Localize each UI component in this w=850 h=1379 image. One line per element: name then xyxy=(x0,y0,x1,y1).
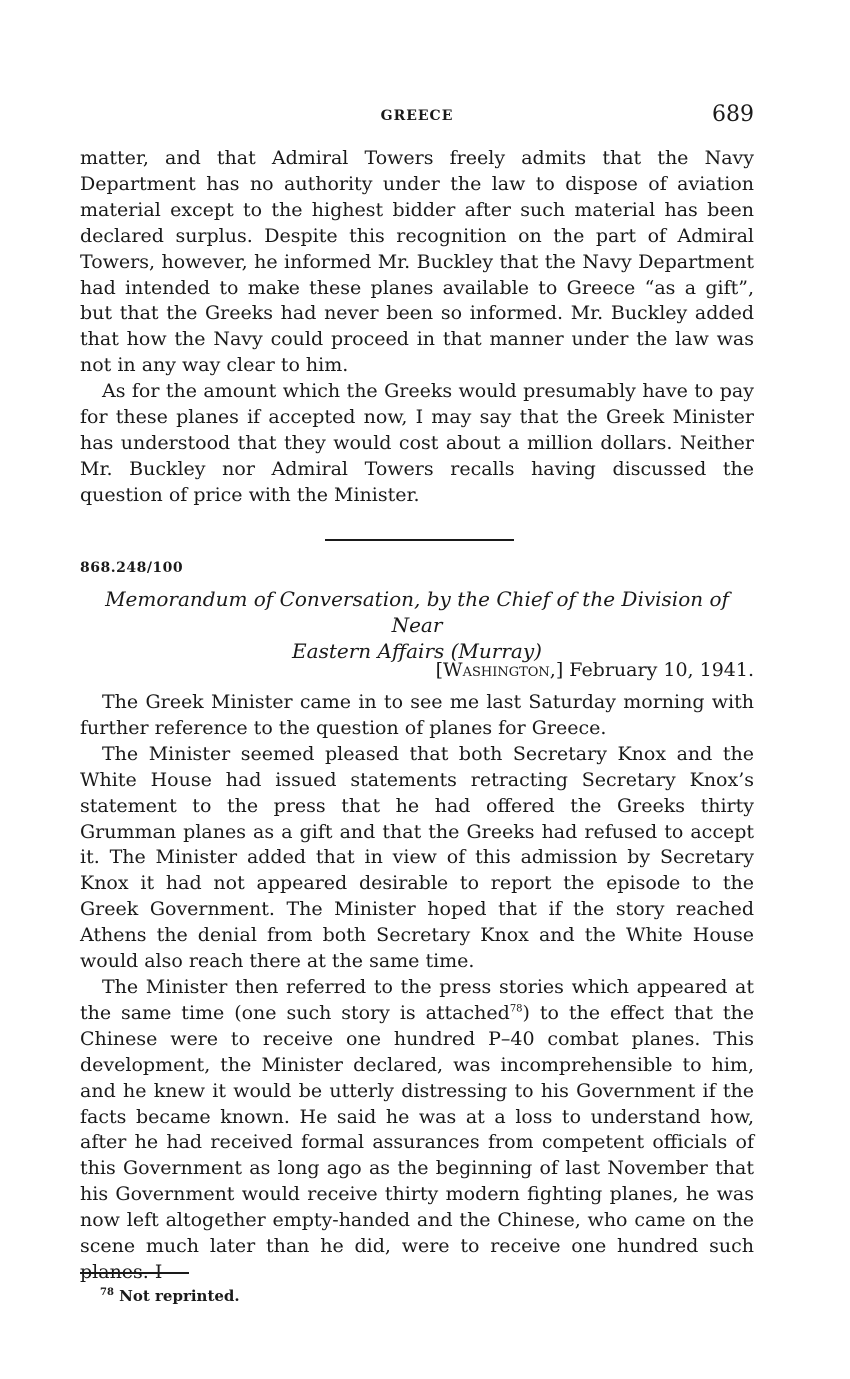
footnote xyxy=(100,1287,240,1305)
memo-body xyxy=(80,690,754,1286)
memo-title xyxy=(80,586,754,664)
file-number: 868.248/100 xyxy=(80,560,184,576)
running-head-title: GREECE xyxy=(380,108,454,124)
footnote-text: Not reprinted. xyxy=(119,1287,240,1305)
page-number: 689 xyxy=(712,102,754,127)
dateline-place: [Washington,] xyxy=(435,659,564,681)
paragraph: As for the amount which the Greeks would presumably have to pay for these planes if accepted now, I may say that the Greek Minister has understood that they would cost about a million dollars. Neither Mr. Buckley nor Admiral Towers recalls having discussed the question of price with the Minister. xyxy=(80,380,754,506)
paragraph: matter, and that Admiral Towers freely admits that the Navy Department has no authority under the law to dispose of aviation material except to the highest bidder after such material has been declared surplus. Despite this recognition on the part of Admiral Towers, however, he informed Mr. Buckley that the Navy Department had intended to make these planes available to Greece “as a gift”, but that the Greeks had never been so informed. Mr. Buckley added that how the Navy could proceed in that manner under the law was not in any way clear to him. xyxy=(80,147,754,377)
continuation-text xyxy=(80,146,754,509)
dateline xyxy=(80,659,754,681)
dateline-date: February 10, 1941. xyxy=(569,659,754,681)
paragraph: The Minister seemed pleased that both Secretary Knox and the White House had issued statements retracting Secretary Knox’s statement to the press that he had offered the Greeks thirty Grumman planes as a gift and that the Greeks had refused to accept it. The Minister added that in view of this admission by Secretary Knox it had not appeared desirable to report the episode to the Greek Government. The Minister hoped that if the story reached Athens the denial from both Secretary Knox and the White House would also reach there at the same time. xyxy=(80,742,754,973)
paragraph-text: The Minister then referred to the press stories which appeared at the same time (one such story is attached xyxy=(80,975,754,1024)
running-head xyxy=(80,102,754,132)
footnote-marker: 78 xyxy=(100,1287,114,1298)
memo-title-line: Memorandum of Conversation, by the Chief of the Division of Near xyxy=(105,587,729,637)
paragraph xyxy=(80,975,754,1286)
section-divider xyxy=(325,539,514,541)
paragraph: The Greek Minister came in to see me last Saturday morning with further reference to the question of planes for Greece. xyxy=(80,691,754,739)
memo-title-line: Eastern Affairs (Murray) xyxy=(292,639,542,663)
footnote-reference[interactable]: 78 xyxy=(509,1003,523,1015)
paragraph-text: ) to the effect that the Chinese were to receive one hundred P–40 combat planes. This development, the Minister declared, was incomprehensible to him, and he knew it would be utterly distressing to his Government if the facts became known. He said he was at a loss to understand how, after he had received formal assurances from competent officials of this Government as long ago as the beginning of last November that his Government would receive thirty modern fighting planes, he was now left altogether empty-handed and the Chinese, who came on the scene much later than he did, were to receive one hundred such planes. I xyxy=(80,1001,755,1283)
footnote-divider xyxy=(80,1272,189,1274)
